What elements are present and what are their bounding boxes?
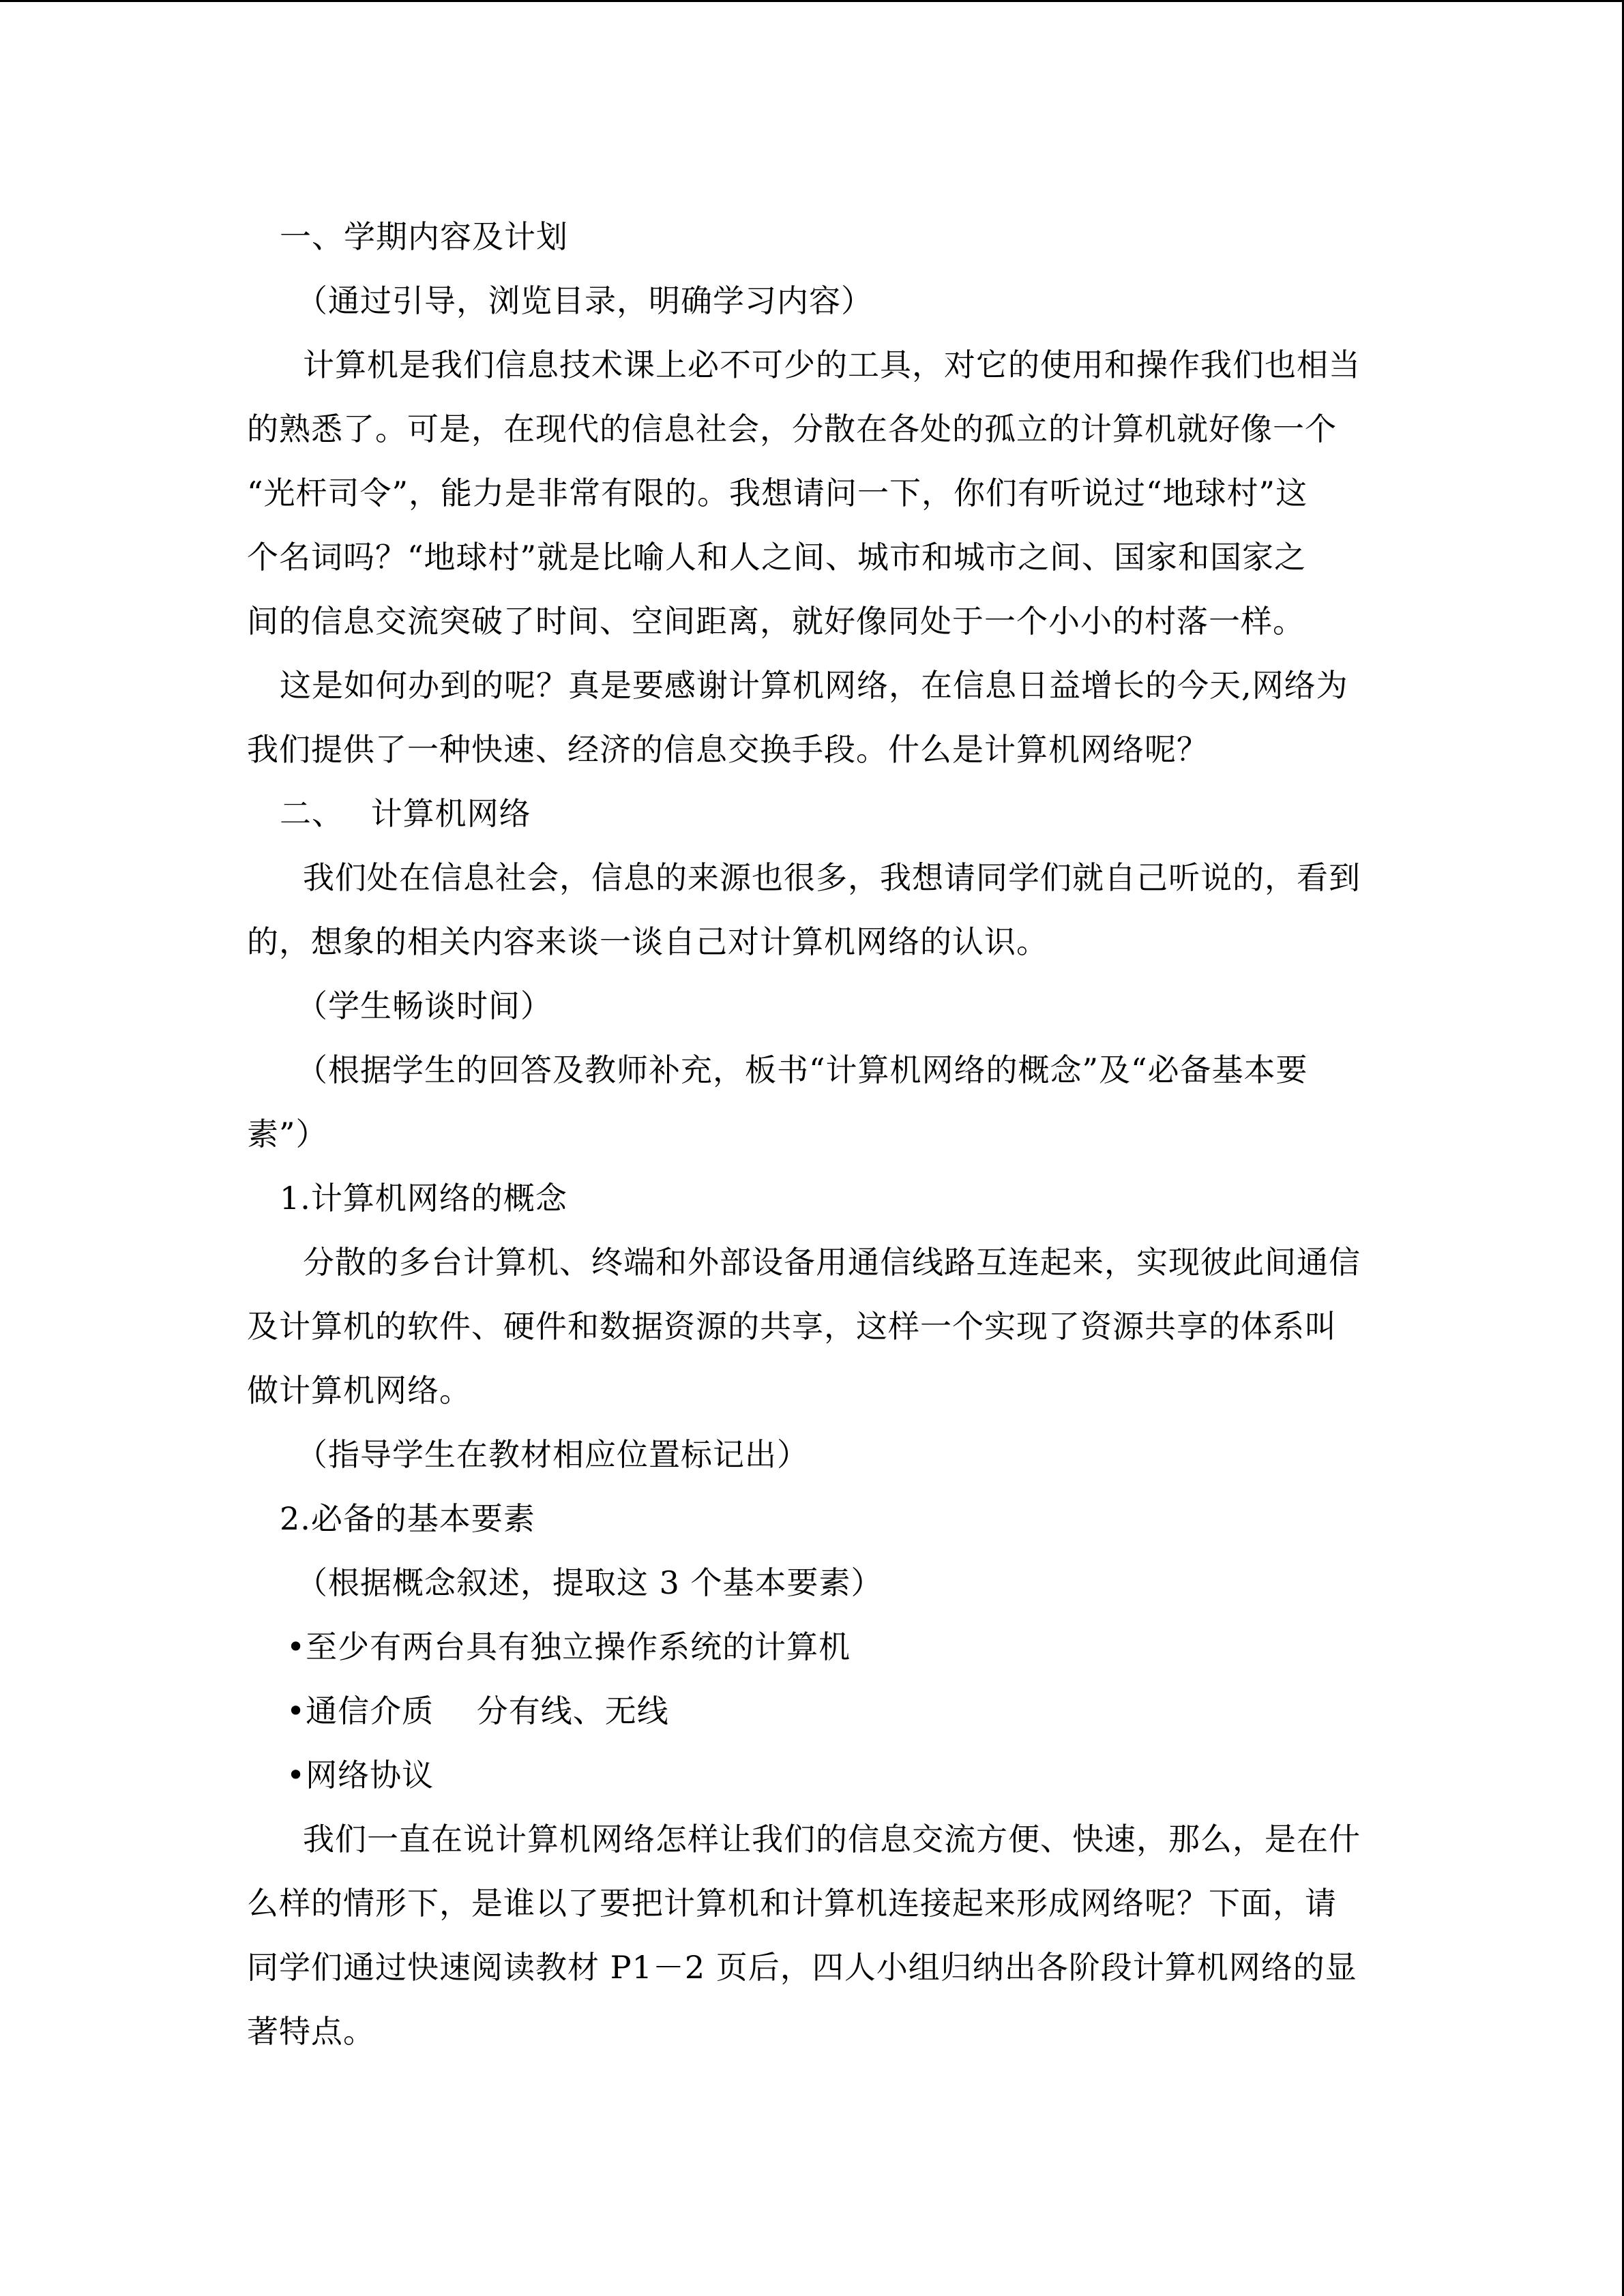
paragraph-line: 计算机是我们信息技术课上必不可少的工具，对它的使用和操作我们也相当 <box>303 346 1361 383</box>
paragraph-line: 我们处在信息社会，信息的来源也很多，我想请同学们就自己听说的，看到 <box>303 859 1361 896</box>
bullet-item: •至少有两台具有独立操作系统的计算机 <box>286 1628 851 1665</box>
paragraph-line: 的，想象的相关内容来谈一谈自己对计算机网络的认识。 <box>247 923 1048 960</box>
paragraph-line: 我们一直在说计算机网络怎样让我们的信息交流方便、快速，那么，是在什 <box>303 1821 1361 1858</box>
paragraph-line: 的熟悉了。可是，在现代的信息社会，分散在各处的孤立的计算机就好像一个 <box>247 411 1337 447</box>
section-heading-1: 一、学期内容及计划 <box>280 218 568 255</box>
subsection-heading-1: 1.计算机网络的概念 <box>280 1180 567 1217</box>
paragraph-line: 及计算机的软件、硬件和数据资源的共享，这样一个实现了资源共享的体系叫 <box>247 1308 1337 1345</box>
paragraph-line: 个名词吗？“地球村”就是比喻人和人之间、城市和城市之间、国家和国家之 <box>247 539 1307 576</box>
paragraph-line: 做计算机网络。 <box>247 1372 471 1409</box>
paragraph-line: 我们提供了一种快速、经济的信息交换手段。什么是计算机网络呢？ <box>247 731 1209 768</box>
paragraph-line: 间的信息交流突破了时间、空间距离，就好像同处于一个小小的村落一样。 <box>247 603 1305 640</box>
paragraph-line: 么样的情形下，是谁以了要把计算机和计算机连接起来形成网络呢？下面，请 <box>247 1885 1337 1922</box>
note-line: （根据概念叙述，提取这 3 个基本要素） <box>296 1564 883 1601</box>
note-line: 素”） <box>247 1116 328 1152</box>
paragraph-line: 分散的多台计算机、终端和外部设备用通信线路互连起来，实现彼此间通信 <box>303 1244 1361 1281</box>
page-border-top <box>0 0 1624 2</box>
note-line: （通过引导，浏览目录，明确学习内容） <box>296 282 873 319</box>
paragraph-line: 这是如何办到的呢？真是要感谢计算机网络，在信息日益增长的今天,网络为 <box>280 667 1348 704</box>
section-heading-2: 二、 计算机网络 <box>280 795 531 832</box>
bullet-item: •通信介质 分有线、无线 <box>286 1693 669 1729</box>
note-line: （指导学生在教材相应位置标记出） <box>296 1436 809 1473</box>
note-line: （学生畅谈时间） <box>296 987 552 1024</box>
paragraph-line: 著特点。 <box>247 2013 375 2050</box>
note-line: （根据学生的回答及教师补充，板书“计算机网络的概念”及“必备基本要 <box>296 1052 1308 1088</box>
paragraph-line: “光杆司令”，能力是非常有限的。我想请问一下，你们有听说过“地球村”这 <box>247 475 1308 511</box>
paragraph-line: 同学们通过快速阅读教材 P1－2 页后，四人小组归纳出各阶段计算机网络的显 <box>247 1949 1357 1986</box>
bullet-item: •网络协议 <box>286 1757 434 1793</box>
document-body <box>247 205 1379 2063</box>
subsection-heading-2: 2.必备的基本要素 <box>280 1500 535 1537</box>
